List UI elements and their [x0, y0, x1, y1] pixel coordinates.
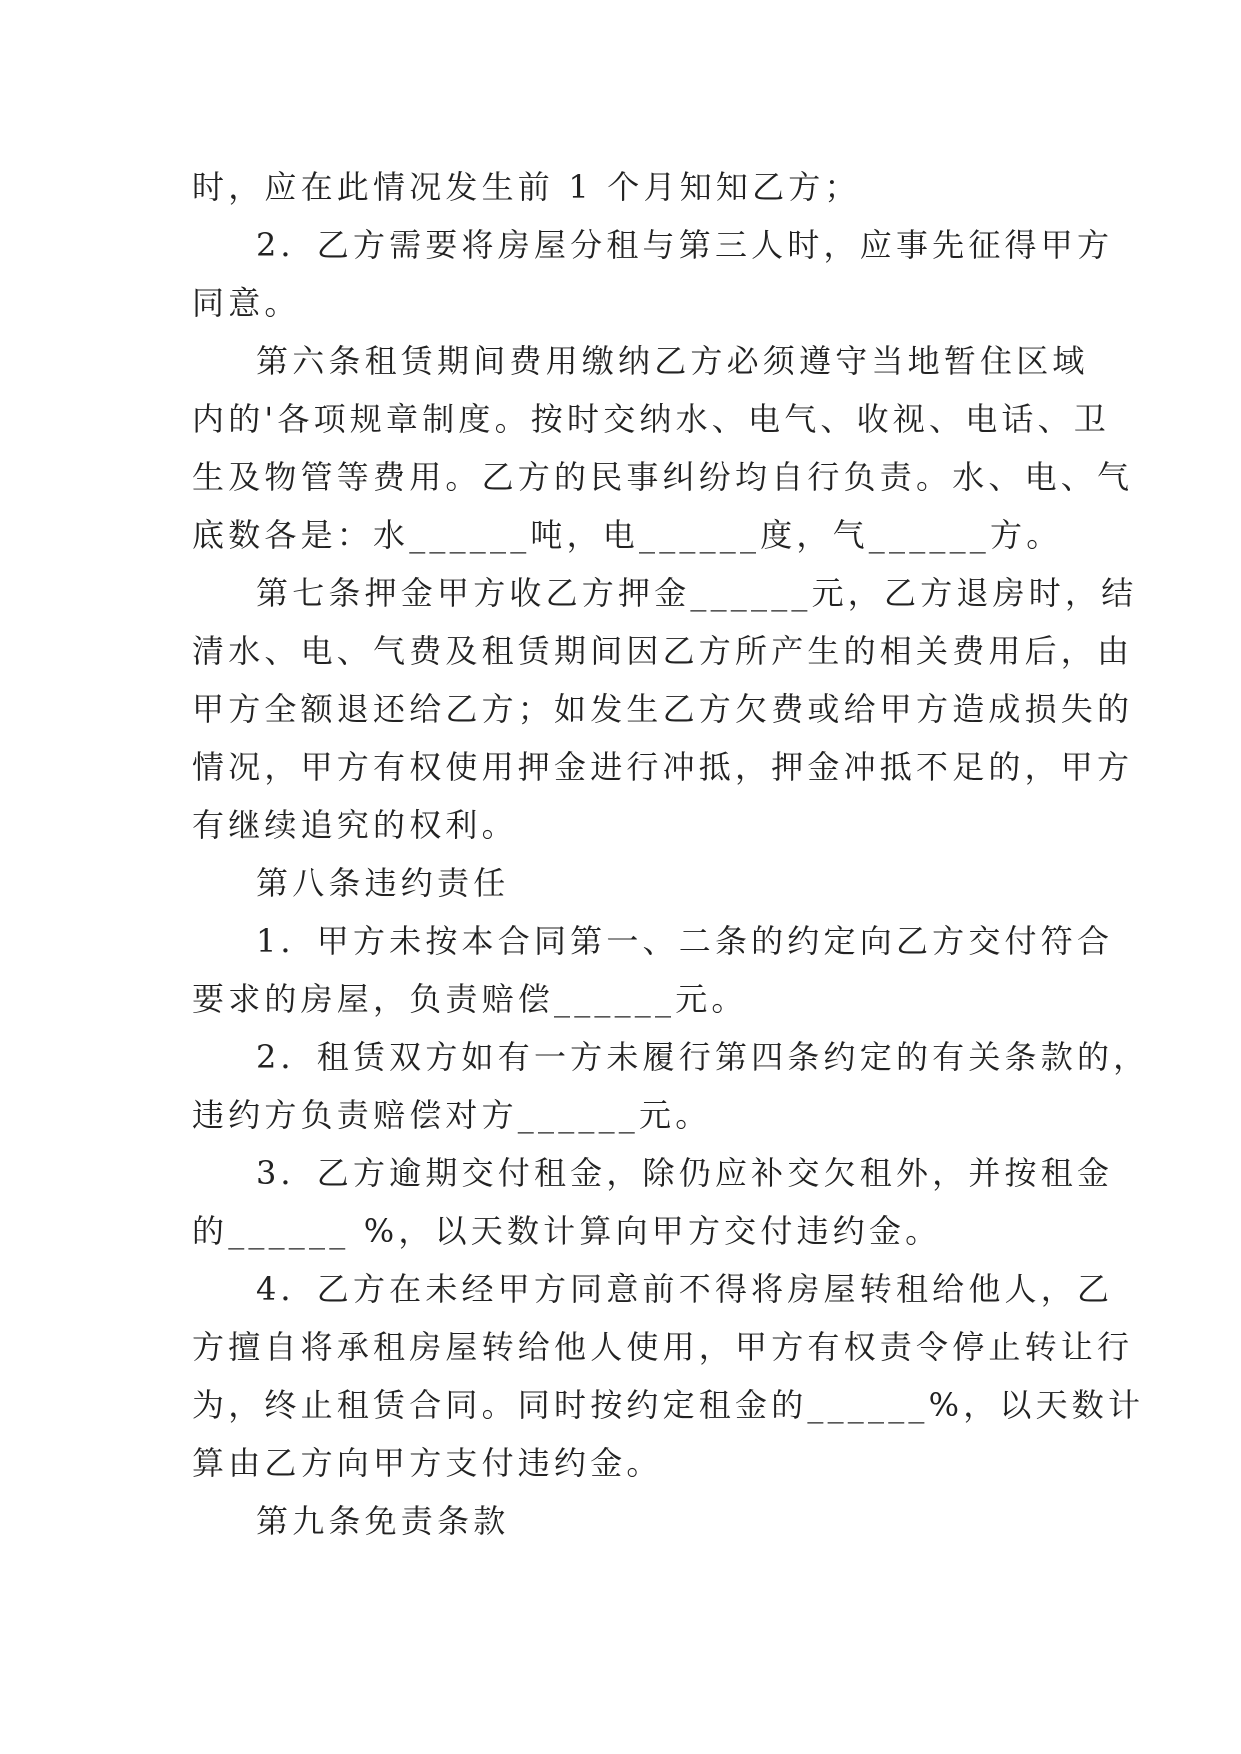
text-line-23: 算由乙方向甲方支付违约金。	[192, 1444, 663, 1482]
text-line-4: 第六条租赁期间费用缴纳乙方必须遵守当地暂住区域	[256, 342, 1089, 380]
text-line-18: 3．乙方逾期交付租金，除仍应补交欠租外，并按租金	[256, 1154, 1114, 1192]
contract-text	[192, 158, 1150, 1550]
text-line-7: 底数各是：水______吨，电______度，气______方。	[192, 516, 1063, 554]
text-line-13: 第八条违约责任	[256, 864, 510, 902]
text-line-5: 内的'各项规章制度。按时交纳水、电气、收视、电话、卫	[192, 400, 1110, 438]
text-line-15: 要求的房屋，负责赔偿______元。	[192, 980, 748, 1018]
text-line-10: 甲方全额退还给乙方；如发生乙方欠费或给甲方造成损失的	[192, 690, 1134, 728]
text-line-14: 1．甲方未按本合同第一、二条的约定向乙方交付符合	[256, 922, 1114, 960]
text-line-20: 4．乙方在未经甲方同意前不得将房屋转租给他人，乙	[256, 1270, 1114, 1308]
text-line-2: 2．乙方需要将房屋分租与第三人时，应事先征得甲方	[256, 226, 1114, 264]
text-line-3: 同意。	[192, 284, 301, 322]
text-line-11: 情况，甲方有权使用押金进行冲抵，押金冲抵不足的，甲方	[192, 748, 1134, 786]
text-line-22: 为，终止租赁合同。同时按约定租金的______%，以天数计	[192, 1386, 1145, 1424]
text-line-24: 第九条免责条款	[256, 1502, 510, 1540]
text-line-1: 时，应在此情况发生前 1 个月知知乙方；	[192, 168, 861, 206]
text-line-12: 有继续追究的权利。	[192, 806, 518, 844]
text-line-9: 清水、电、气费及租赁期间因乙方所产生的相关费用后，由	[192, 632, 1134, 670]
text-line-19: 的______ %，以天数计算向甲方交付违约金。	[192, 1212, 942, 1250]
text-line-8: 第七条押金甲方收乙方押金______元，乙方退房时，结	[256, 574, 1138, 612]
text-line-6: 生及物管等费用。乙方的民事纠纷均自行负责。水、电、气	[192, 458, 1134, 496]
text-line-17: 违约方负责赔偿对方______元。	[192, 1096, 712, 1134]
text-line-16: 2．租赁双方如有一方未履行第四条约定的有关条款的，	[256, 1038, 1150, 1076]
text-line-21: 方擅自将承租房屋转给他人使用，甲方有权责令停止转让行	[192, 1328, 1134, 1366]
